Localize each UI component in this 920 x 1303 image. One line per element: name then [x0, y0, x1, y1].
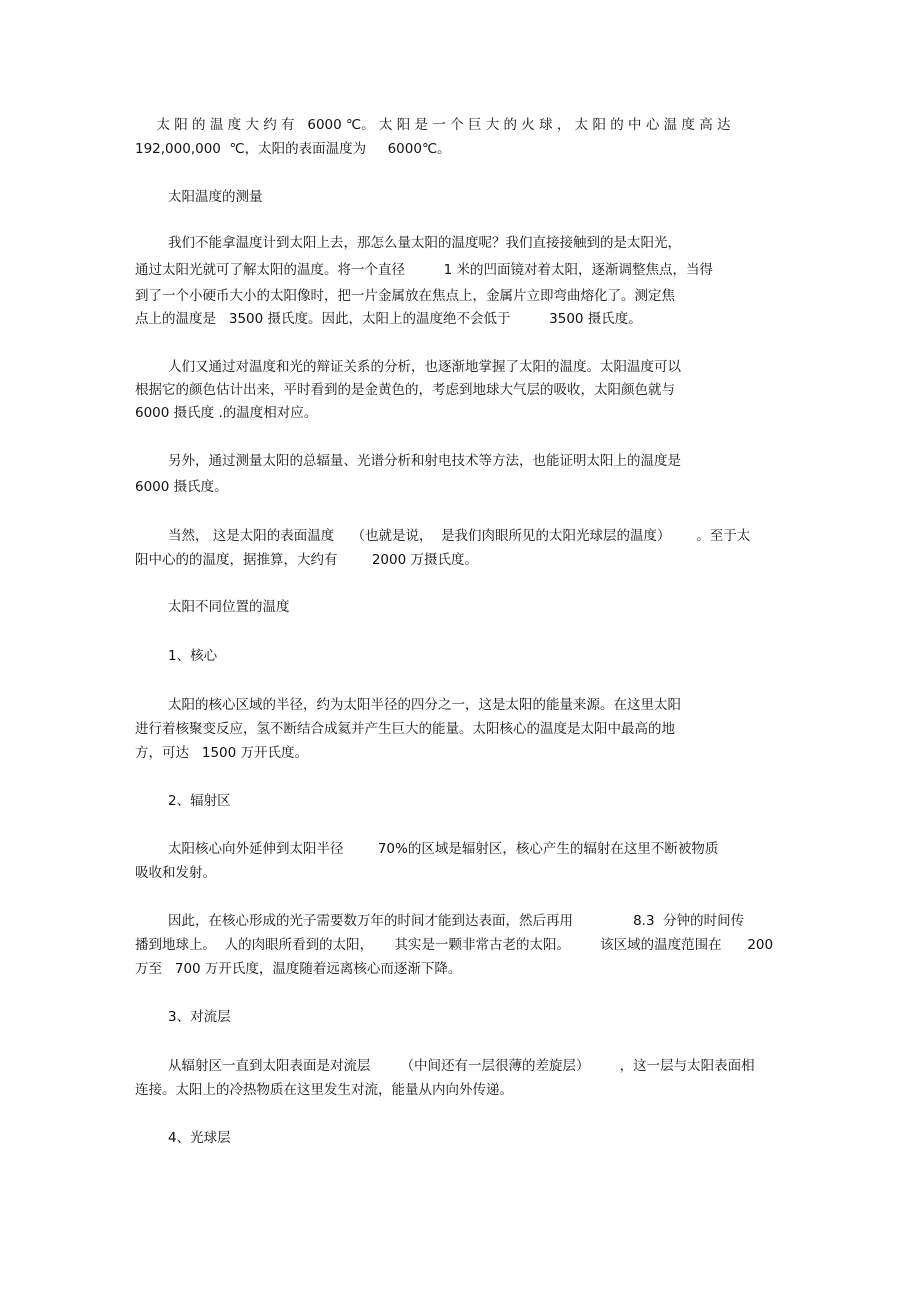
paragraph-line: 连接。太阳上的冷热物质在这里发生对流，能量从内向外传递。	[135, 1082, 513, 1098]
paragraph-line: 点上的温度是 3500 摄氏度。因此，太阳上的温度绝不会低于 3500 摄氏度。	[135, 311, 642, 327]
heading-convection-zone: 3、对流层	[168, 1009, 231, 1025]
paragraph-line: 另外，通过测量太阳的总辐量、光谱分析和射电技术等方法，也能证明太阳上的温度是	[168, 453, 681, 469]
heading-positions: 太阳不同位置的温度	[168, 599, 290, 615]
paragraph-line: 太阳核心向外延伸到太阳半径 70%的区域是辐射区，核心产生的辐射在这里不断被物质	[168, 841, 719, 857]
paragraph-line: 6000 摄氏度。	[135, 479, 228, 495]
heading-core: 1、核心	[168, 648, 218, 664]
paragraph-line: 进行着核聚变反应，氢不断结合成氦并产生巨大的能量。太阳核心的温度是太阳中最高的地	[135, 721, 675, 737]
paragraph-line: 通过太阳光就可了解太阳的温度。将一个直径 1 米的凹面镜对着太阳，逐渐调整焦点，当得	[135, 262, 714, 278]
paragraph-line: 因此，在核心形成的光子需要数万年的时间才能到达表面，然后再用 8.3 分钟的时间传	[168, 913, 745, 929]
intro-line-2: 192,000,000 ℃，太阳的表面温度为 6000℃。	[135, 141, 451, 157]
paragraph-line: 根据它的颜色估计出来，平时看到的是金黄色的，考虑到地球大气层的吸收，太阳颜色就与	[135, 382, 675, 398]
paragraph-line: 我们不能拿温度计到太阳上去，那怎么量太阳的温度呢？我们直接接触到的是太阳光，	[168, 235, 681, 251]
paragraph-line: 6000 摄氏度 .的温度相对应。	[135, 405, 318, 421]
paragraph-line: 太阳的核心区域的半径，约为太阳半径的四分之一，这是太阳的能量来源。在这里太阳	[168, 697, 681, 713]
heading-measurement: 太阳温度的测量	[168, 189, 263, 205]
paragraph-line: 播到地球上。 人的肉眼所看到的太阳， 其实是一颗非常古老的太阳。 该区域的温度范围在 200	[135, 937, 774, 953]
paragraph-line: 到了一个小硬币大小的太阳像时，把一片金属放在焦点上，金属片立即弯曲熔化了。测定焦	[135, 288, 675, 304]
paragraph-line: 万至 700 万开氏度，温度随着远离核心而逐渐下降。	[135, 961, 462, 977]
paragraph-line: 人们又通过对温度和光的辩证关系的分析，也逐渐地掌握了太阳的温度。太阳温度可以	[168, 359, 681, 375]
heading-photosphere: 4、光球层	[168, 1130, 231, 1146]
paragraph-line: 方，可达 1500 万开氏度。	[135, 745, 309, 761]
intro-line-1: 太 阳 的 温 度 大 约 有 6000 ℃。 太 阳 是 一 个 巨 大 的 火 球 ， 太 阳 的 中 心 温 度 高 达	[135, 117, 731, 133]
paragraph-line: 当然， 这是太阳的表面温度 （也就是说， 是我们肉眼所见的太阳光球层的温度） 。至于太	[168, 528, 751, 544]
paragraph-line: 从辐射区一直到太阳表面是对流层 （中间还有一层很薄的差旋层） ，这一层与太阳表面相	[168, 1058, 755, 1074]
paragraph-line: 吸收和发射。	[135, 865, 216, 881]
paragraph-line: 阳中心的的温度，据推算，大约有 2000 万摄氏度。	[135, 552, 478, 568]
heading-radiation-zone: 2、辐射区	[168, 793, 231, 809]
